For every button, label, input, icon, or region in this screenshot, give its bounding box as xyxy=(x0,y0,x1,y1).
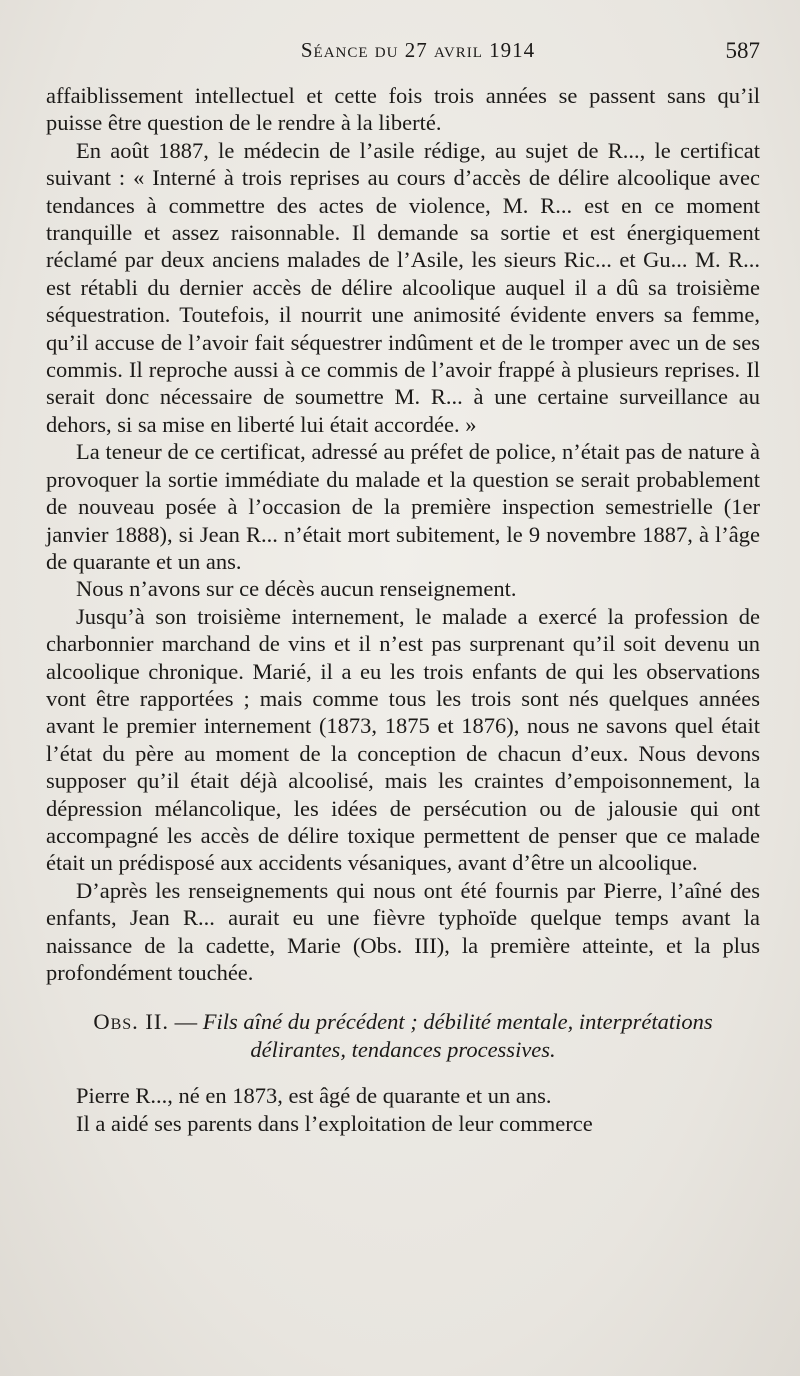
observation-heading xyxy=(46,1008,760,1064)
paragraph: affaiblissement intellectuel et cette fois trois années se passent sans qu’il puisse être question de le rendre à la liberté. xyxy=(46,83,760,136)
running-head xyxy=(46,38,760,68)
paragraph: En août 1887, le médecin de l’asile rédige, au sujet de R..., le certificat suivant : « Interné à trois reprises au cours d’accès de délire alcoolique avec tendances à commettre des actes de violence, M. R... est en ce moment tranquille et assez raisonnable. Il demande sa sortie et est énergiquement réclamé par deux anciens malades de l’Asile, les sieurs Ric... et Gu... M. R... est rétabli du dernier accès de délire alcoolique auquel il a dû sa troisième séquestration. Toutefois, il nourrit une animosité évidente envers sa femme, qu’il accuse de l’avoir fait séquestrer indûment et de le tromper avec un de ses commis. Il reproche aussi à ce commis de l’avoir frappé à plusieurs reprises. Il serait donc nécessaire de soumettre M. R... à une certaine surveillance au dehors, si sa mise en liberté lui était accordée. » xyxy=(46,137,760,437)
paragraph: Il a aidé ses parents dans l’exploitation de leur commerce xyxy=(76,1110,593,1136)
paragraph: Pierre R..., né en 1873, est âgé de quarante et un ans. xyxy=(76,1083,552,1109)
paragraph: Jusqu’à son troisième internement, le malade a exercé la profession de charbonnier marchand de vins et il n’est pas surprenant qu’il soit devenu un alcoolique chronique. Marié, il a eu les trois enfants de qui les observations vont être rapportées ; mais comme tous les trois sont nés quelques années avant le premier internement (1873, 1875 et 1876), nous ne savons quel était l’état du père au moment de la conception de chacun d’eux. Nous devons supposer qu’il était déjà alcoolisé, mais les craintes d’empoisonnement, la dépression mélancolique, les idées de persécution ou de jalousie qui ont accompagné les accès de délire toxique permettent de penser que ce malade était un prédisposé aux accidents vésaniques, avant d’être un alcoolique. xyxy=(46,603,760,876)
observation-label: Obs. II. xyxy=(93,1009,170,1035)
paragraph: D’après les renseignements qui nous ont été fournis par Pierre, l’aîné des enfants, Jean R... aurait eu une fièvre typhoïde quelque temps avant la naissance de la cadette, Marie (Obs. III), la première atteinte, et la plus profondément touchée. xyxy=(46,877,760,985)
page-number: 587 xyxy=(725,38,760,63)
observation-title: Fils aîné du précédent ; débilité mentale, interprétations délirantes, tendances processives. xyxy=(202,1009,713,1063)
paragraph: Nous n’avons sur ce décès aucun renseignement. xyxy=(76,576,517,602)
body-text xyxy=(46,82,760,1137)
running-title: Séance du 27 avril 1914 xyxy=(300,38,536,62)
paragraph: La teneur de ce certificat, adressé au préfet de police, n’était pas de nature à provoquer la sortie immédiate du malade et la question se serait probablement de nouveau posée à l’occasion de la première inspection semestrielle (1er janvier 1888), si Jean R... n’était mort subitement, le 9 novembre 1887, à l’âge de quarante et un ans. xyxy=(46,439,760,574)
observation-dash: — xyxy=(169,1009,203,1035)
